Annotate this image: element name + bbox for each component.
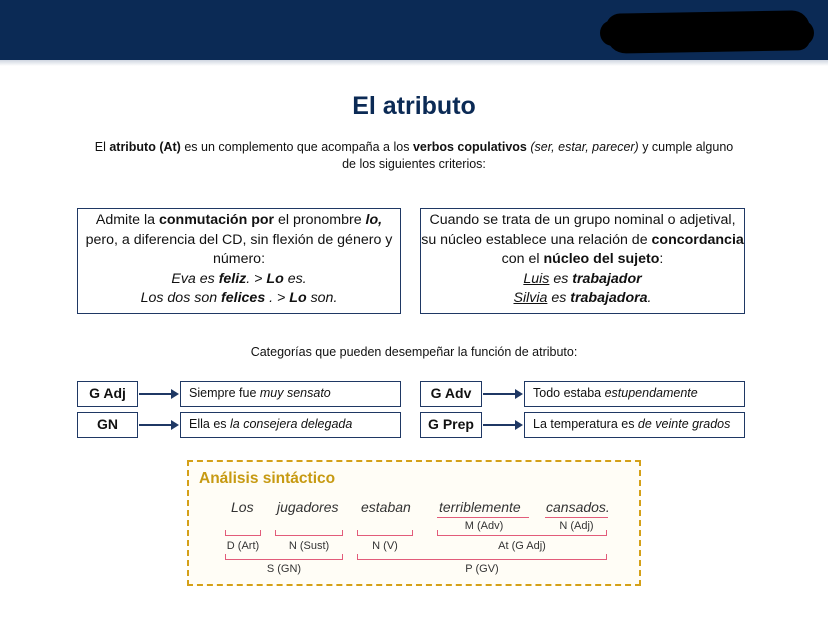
intro-text: El [94,140,110,154]
box-text: con el [501,251,544,267]
example-italic: muy sensato [259,386,331,400]
ex-text: . > [265,290,290,306]
box-text: Cuando se trata de un grupo nominal o adjetival, su núcleo establece una relación de [421,212,736,248]
redacted-logo [606,10,811,54]
example-text: La temperatura es [533,417,638,431]
arrow-icon [483,393,521,395]
sentence-word: estaban [361,499,411,515]
function-label: M (Adv) [464,520,504,532]
function-label: N (V) [372,540,398,552]
ex-subject: Luis [523,270,550,287]
bracket-mark [275,530,343,536]
function-label: D (Art) [226,540,260,552]
category-tag-g-adj: G Adj [77,381,138,407]
ex-text: Los dos son [140,290,222,306]
sentence-word: jugadores [277,499,339,515]
example-text: Ella es [189,417,230,431]
bracket-mark [357,530,413,536]
box-text: Admite la [95,212,159,228]
function-label: P (GV) [465,563,499,575]
ex-text: es [549,270,573,287]
ex-bold: Lo [289,290,307,306]
sentence-word: Los [231,499,254,515]
underline-mark [545,517,608,518]
intro-text: y cumple alguno de los siguientes criterios: [342,140,734,171]
arrow-icon [139,393,177,395]
header-bar [0,0,828,60]
category-example [524,381,745,407]
category-tag-g-adv: G Adv [420,381,482,407]
box-bold: concordancia [651,231,744,248]
function-label: S (GN) [266,563,302,575]
example-italic: de veinte grados [637,417,731,431]
box-text: : [659,251,664,267]
box-text: el pronombre [274,212,366,228]
ex-bold: trabajador [572,270,642,287]
bracket-mark [437,530,607,536]
example-line [513,290,651,306]
function-label: N (Adj) [559,520,594,532]
example-text: Siempre fue [189,386,260,400]
header-shadow [0,60,828,66]
example-text: Todo estaba [533,386,605,400]
sentence-word: cansados. [546,499,610,515]
example-italic: estupendamente [604,386,698,400]
function-label: N (Sust) [288,540,330,552]
example-line [141,290,338,306]
arrow-icon [483,424,521,426]
ex-text: . [647,290,652,306]
analysis-title: Análisis sintáctico [199,470,336,487]
box-bold: núcleo del sujeto [543,251,660,267]
category-tag-gn: GN [77,412,138,438]
ex-bold: felices [221,290,266,306]
example-line [523,271,641,287]
bracket-mark [225,530,261,536]
ex-bold: Lo [266,270,284,287]
function-label: At (G Adj) [498,540,546,552]
intro-paragraph [90,139,738,173]
ex-text: es [547,290,571,306]
intro-bold-term: atributo (At) [109,140,181,154]
arrow-icon [139,424,177,426]
ex-text: . > [246,270,267,287]
ex-bold: trabajadora [570,290,648,306]
criterion-box-concordancia [420,208,745,314]
example-italic: la consejera delegada [230,417,353,431]
ex-text: son. [306,290,338,306]
ex-text: es. [283,270,307,287]
ex-subject: Silvia [513,290,548,306]
bracket-mark [357,554,607,560]
intro-text: es un complemento que acompaña a los [180,140,413,154]
box-bold-italic: lo, [365,212,383,228]
ex-text: Eva es [171,270,219,287]
category-example [524,412,745,438]
bracket-mark [225,554,343,560]
ex-bold: feliz [218,270,247,287]
category-example [180,412,401,438]
example-line [171,271,306,287]
box-bold: conmutación por [158,212,275,228]
categories-heading: Categorías que pueden desempeñar la función de atributo: [250,345,578,359]
intro-italic: (ser, estar, parecer) [526,140,639,154]
intro-bold-term: verbos copulativos [412,140,527,154]
category-tag-g-prep: G Prep [420,412,482,438]
category-example [180,381,401,407]
criterion-box-conmutacion [77,208,401,314]
syntactic-analysis-panel [187,460,641,586]
page-title: El atributo [352,92,476,120]
underline-mark [437,517,529,518]
box-text: pero, a diferencia del CD, sin flexión de género y número: [85,231,393,267]
sentence-word: terriblemente [439,499,521,515]
